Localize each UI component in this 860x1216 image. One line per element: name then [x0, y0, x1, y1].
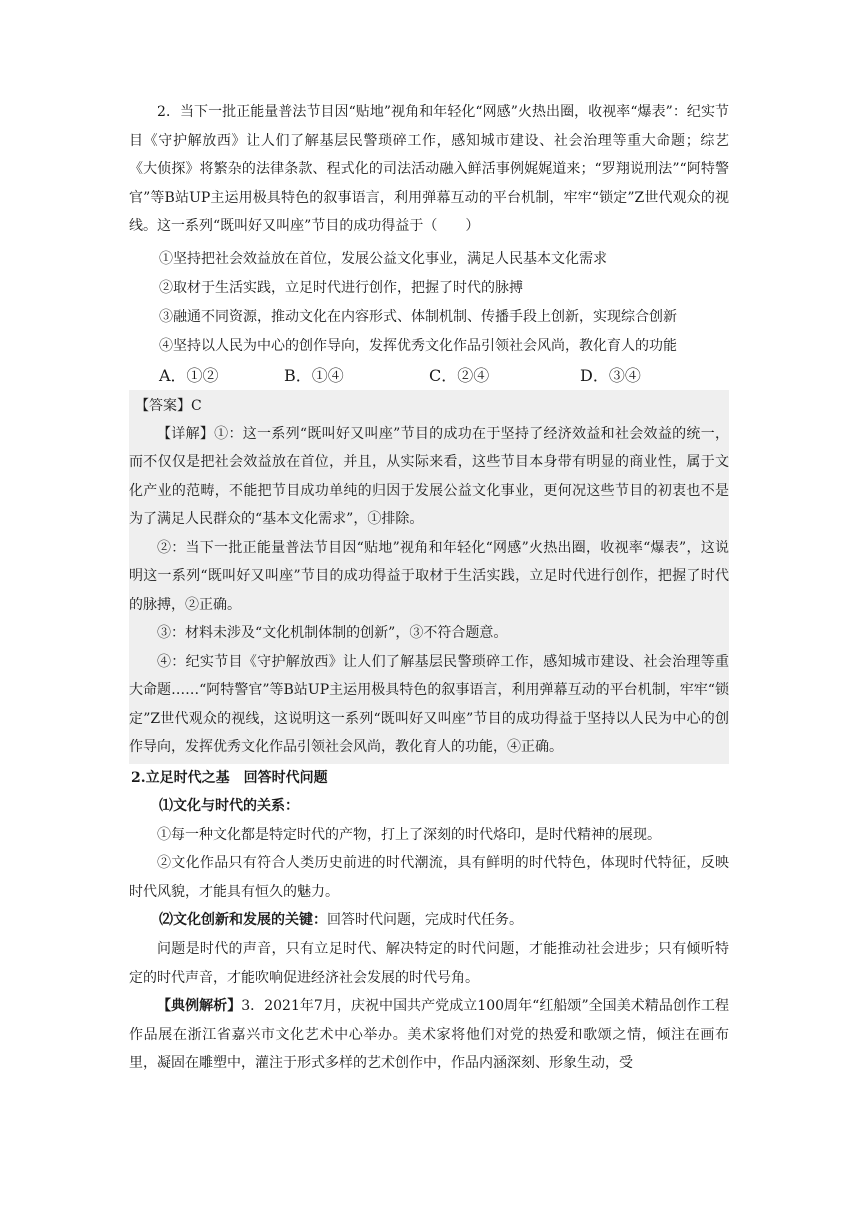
subsection-1-title: ⑴文化与时代的关系：	[159, 797, 299, 814]
choice-d: D．③④	[580, 365, 641, 385]
detail-1: 【详解】①：这一系列“既叫好又叫座”节目的成功在于坚持了经济效益和社会效益的统一，而不仅仅是把社会效益放在首位，并且，从实际来看，这些节目本身带有明显的商业性，属于文化产业的范畴，不能把节目成功单纯的归因于发展公益文化事业，更何况这些节目的初衷也不是为了满足人民群众的“基本文化需求”，①排除。	[129, 425, 729, 527]
subsection-1-item-1: ①每一种文化都是特定时代的产物，打上了深刻的时代烙印，是时代精神的展现。	[157, 826, 661, 843]
detail-4: ④：纪实节目《守护解放西》让人们了解基层民警琐碎工作，感知城市建设、社会治理等重大命题……“阿特警官”等B站UP主运用极具特色的叙事语言，利用弹幕互动的平台机制，牢牢“锁定”Z世代观众的视线，这说明这一系列“既叫好又叫座”节目的成功得益于坚持以人民为中心的创作导向，发挥优秀文化作品引领社会风尚，教化育人的功能，④正确。	[129, 653, 729, 755]
detail-3: ③：材料未涉及“文化机制体制的创新”，③不符合题意。	[157, 625, 508, 641]
answer-box	[129, 390, 729, 764]
choice-a: A．①②	[159, 365, 219, 385]
subsection-2-text: 回答时代问题，完成时代任务。	[327, 912, 523, 928]
example-tag: 【典例解析】	[157, 998, 242, 1014]
option-1: ①坚持把社会效益放在首位，发展公益文化事业，满足人民基本文化需求	[159, 250, 607, 267]
question-stem: 2．当下一批正能量普法节目因“贴地”视角和年轻化“网感”火热出圈，收视率“爆表”：纪实节目《守护解放西》让人们了解基层民警琐碎工作，感知城市建设、社会治理等重大命题；综艺《大侦探》将繁杂的法律条款、程式化的司法活动融入鲜活事例娓娓道来；“罗翔说刑法”“阿特警官”等B站UP主运用极具特色的叙事语言，利用弹幕互动的平台机制，牢牢“锁定”Z世代观众的视线。这一系列“既叫好又叫座”节目的成功得益于（ ）	[129, 104, 729, 234]
example-text: 3．2021年7月，庆祝中国共产党成立100周年“红船颂”全国美术精品创作工程作品展在浙江省嘉兴市文化艺术中心举办。美术家将他们对党的热爱和歌颂之情，倾注在画布里，凝固在雕塑中，灌注于形式多样的艺术创作中，作品内涵深刻、形象生动，受	[129, 998, 729, 1071]
subsection-2	[129, 906, 729, 935]
subsection-1-item-2: ②文化作品只有符合人类历史前进的时代潮流，具有鲜明的时代特色，体现时代特征，反映时代风貌，才能具有恒久的魅力。	[129, 855, 729, 900]
choice-c: C．②④	[429, 365, 490, 385]
detail-2: ②：当下一批正能量普法节目因“贴地”视角和年轻化“网感”火热出圈，收视率“爆表”，这说明这一系列“既叫好又叫座”节目的成功得益于取材于生活实践，立足时代进行创作，把握了时代的脉搏，②正确。	[129, 539, 729, 613]
example-paragraph	[129, 992, 729, 1078]
answer-label: 【答案】C	[135, 397, 202, 414]
subsection-2-title: ⑵文化创新和发展的关键：	[159, 912, 327, 928]
option-2: ②取材于生活实践，立足时代进行创作，把握了时代的脉搏	[159, 279, 523, 296]
option-4: ④坚持以人民为中心的创作导向，发挥优秀文化作品引领社会风尚，教化育人的功能	[159, 337, 677, 354]
document-content	[129, 98, 729, 1078]
section-heading: 2.立足时代之基 回答时代问题	[131, 769, 328, 786]
choice-b: B．①④	[284, 365, 344, 385]
question-options	[129, 245, 729, 361]
section-paragraph: 问题是时代的声音，只有立足时代、解决特定的时代问题，才能推动社会进步；只有倾听特定的时代声音，才能吹响促进经济社会发展的时代号角。	[129, 941, 729, 986]
option-3: ③融通不同资源，推动文化在内容形式、体制机制、传播手段上创新，实现综合创新	[159, 308, 677, 325]
answer-choices	[129, 361, 729, 390]
